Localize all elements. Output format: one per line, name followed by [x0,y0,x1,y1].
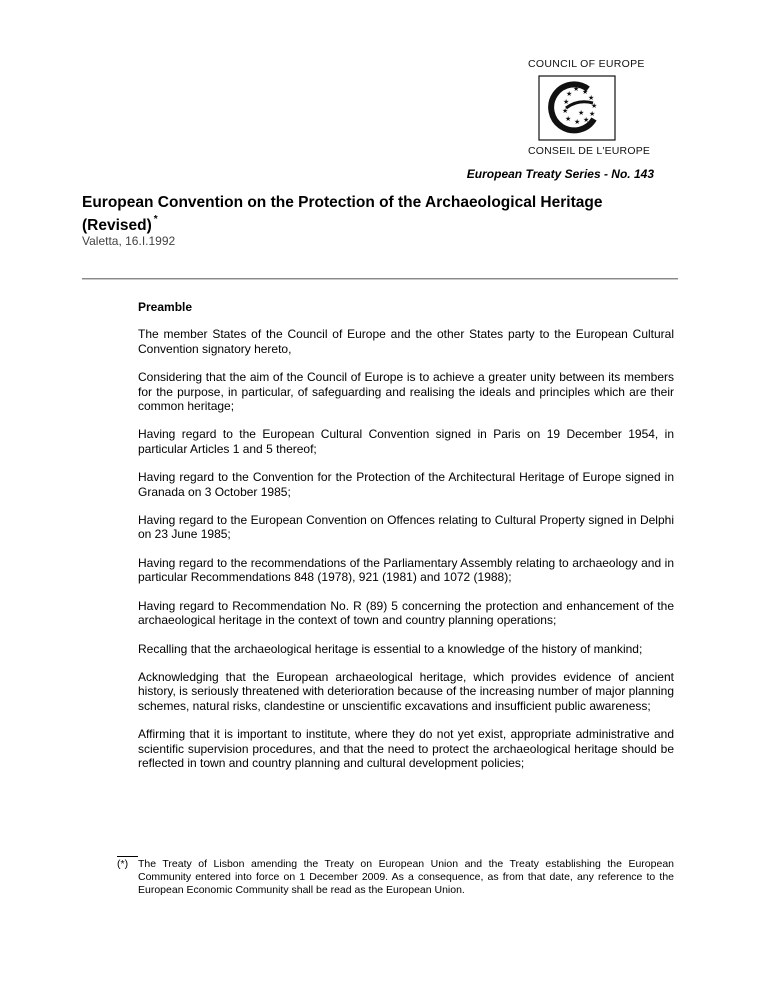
footnote [117,858,674,898]
title-line-1: European Convention on the Protection of the Archaeological Heritage [82,194,603,211]
preamble-paragraph: Having regard to Recommendation No. R (89) 5 concerning the protection and enhancement of the archaeological heritage in the context of town and country planning operations; [138,598,674,628]
document-title [82,193,662,235]
preamble-paragraph: Having regard to the Convention for the Protection of the Architectural Heritage of Europe signed in Granada on 3 October 1985; [138,470,674,499]
svg-text:★: ★ [563,98,570,106]
logo-text-en: COUNCIL OF EUROPE [528,58,645,70]
preamble-paragraph: Having regard to the European Cultural Convention signed in Paris on 19 December 1954, in particular Articles 1 and 5 thereof; [138,427,674,456]
svg-text:★: ★ [565,115,572,123]
footnote-mark: (*) [117,858,129,870]
preamble-paragraph: Acknowledging that the European archaeological heritage, which provides evidence of ancient history, is seriously threatened with deterioration because of the increasing number of major planning schemes, natural risks, clandestine or unscientific excavations and insufficient public awareness; [138,669,674,713]
svg-text:★: ★ [574,118,581,126]
svg-text:★: ★ [562,107,569,115]
preamble-paragraph: Having regard to the recommendations of the Parliamentary Assembly relating to archaeology and in particular Recommendations 848 (1978), 921 (1981) and 1072 (1988); [138,555,674,585]
svg-text:★: ★ [573,85,580,93]
title-line-2: (Revised) [82,217,152,235]
svg-text:★: ★ [588,94,595,102]
preamble-heading: Preamble [138,300,193,314]
treaty-series-label: European Treaty Series - No. 143 [466,167,654,181]
footnote-text: The Treaty of Lisbon amending the Treaty on European Union and the Treaty establishing the European Community entered into force on 1 December 2009. As a consequence, as from that date, any reference to the European Economic Community shall be read as the European Union. [138,858,674,897]
preamble-paragraph: The member States of the Council of Europe and the other States party to the European Cultural Convention signatory hereto, [138,327,674,356]
svg-text:★: ★ [578,109,585,117]
svg-text:★: ★ [583,116,590,124]
svg-text:★: ★ [582,88,589,96]
logo-text-fr: CONSEIL DE L'EUROPE [528,145,651,157]
svg-text:★: ★ [589,110,596,118]
footnote-marker: * [153,214,158,225]
svg-text:★: ★ [591,102,598,110]
preamble-paragraph: Affirming that it is important to institute, where they do not yet exist, appropriate administrative and scientific supervision procedures, and that the need to protect the archaeological heritage should be reflected in town and country planning and cultural development policies; [138,727,674,770]
preamble-section [138,300,674,784]
place-and-date: Valetta, 16.I.1992 [82,234,176,248]
council-of-europe-emblem-icon [538,75,616,141]
council-of-europe-logo [528,58,654,157]
preamble-paragraph: Recalling that the archaeological heritage is essential to a knowledge of the history of mankind; [138,641,643,656]
footnote-separator [117,856,138,857]
horizontal-divider [82,278,678,280]
preamble-paragraph: Having regard to the European Convention on Offences relating to Cultural Property signed in Delphi on 23 June 1985; [138,513,674,542]
svg-text:★: ★ [566,90,573,98]
preamble-paragraph: Considering that the aim of the Council of Europe is to achieve a greater unity between its members for the purpose, in particular, of safeguarding and realising the ideals and principles which are their common heritage; [138,370,674,414]
